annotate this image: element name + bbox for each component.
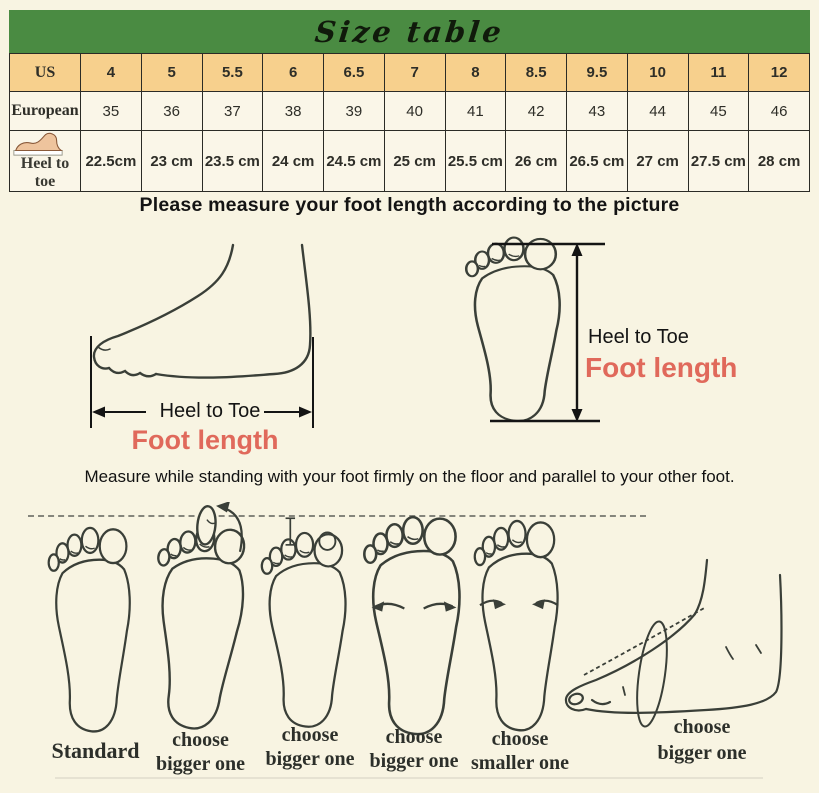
page-title: Size table (313, 14, 506, 49)
european-size-cell: 36 (141, 92, 202, 131)
european-size-cell: 37 (202, 92, 263, 131)
table-row-us (10, 54, 810, 92)
us-size-cell: 10 (627, 54, 688, 92)
european-size-cell: 40 (384, 92, 445, 131)
european-size-cell: 38 (263, 92, 324, 131)
fit-label-bigger-4: choose bigger one (657, 716, 747, 764)
us-size-cell: 9.5 (567, 54, 628, 92)
heel-to-toe-cell: 27.5 cm (688, 131, 749, 192)
fit-label-bigger-1: choose bigger one (155, 729, 246, 775)
heel-to-toe-cell: 25 cm (384, 131, 445, 192)
foot-high-instep-icon (556, 552, 792, 732)
footprint-standard-icon (45, 525, 137, 737)
european-size-cell: 41 (445, 92, 506, 131)
us-size-cell: 12 (749, 54, 810, 92)
table-row-european (10, 92, 810, 131)
foot-icon-caption: Heel to toe (20, 155, 70, 190)
foot-length-label-side: Foot length (131, 425, 279, 455)
heel-to-toe-cell: 28 cm (749, 131, 810, 192)
row-header-us: US (10, 54, 81, 92)
footprint-long-second-toe-icon (148, 502, 248, 734)
european-size-cell: 42 (506, 92, 567, 131)
us-size-cell: 11 (688, 54, 749, 92)
european-size-cell: 45 (688, 92, 749, 131)
heel-to-toe-cell: 26 cm (506, 131, 567, 192)
size-table (9, 53, 810, 192)
footprint-toe-gap-icon (258, 510, 353, 732)
european-size-cell: 46 (749, 92, 810, 131)
row-header-european: European (10, 92, 81, 131)
fit-label-smaller: choose smaller one (471, 728, 569, 774)
table-row-heel-to-toe (10, 131, 810, 192)
european-size-cell: 35 (81, 92, 142, 131)
us-size-cell: 8.5 (506, 54, 567, 92)
heel-to-toe-label-top: Heel to Toe (588, 326, 689, 348)
us-size-cell: 5.5 (202, 54, 263, 92)
heel-to-toe-cell: 27 cm (627, 131, 688, 192)
us-size-cell: 6.5 (324, 54, 385, 92)
european-size-cell: 43 (567, 92, 628, 131)
european-size-cell: 44 (627, 92, 688, 131)
european-size-cell: 39 (324, 92, 385, 131)
us-size-cell: 5 (141, 54, 202, 92)
foot-side-view-icon (10, 131, 66, 157)
us-size-cell: 8 (445, 54, 506, 92)
heel-to-toe-cell: 23.5 cm (202, 131, 263, 192)
heel-to-toe-cell: 24.5 cm (324, 131, 385, 192)
us-size-cell: 6 (263, 54, 324, 92)
foot-length-label-top: Foot length (585, 352, 738, 383)
heel-to-toe-label-side: Heel to Toe (159, 400, 261, 422)
heel-to-toe-cell: 25.5 cm (445, 131, 506, 192)
measure-title: Please measure your foot length according to the picture (139, 194, 680, 216)
footprint-wide-icon (360, 514, 468, 740)
standing-note: Measure while standing with your foot firmly on the floor and parallel to your other foot. (84, 467, 735, 486)
fit-label-standard: Standard (51, 738, 140, 763)
footprint-narrow-icon (468, 518, 568, 736)
fit-label-bigger-3: choose bigger one (369, 726, 459, 772)
heel-to-toe-cell: 23 cm (141, 131, 202, 192)
bottom-divider (55, 777, 763, 779)
us-size-cell: 7 (384, 54, 445, 92)
us-size-cell: 4 (81, 54, 142, 92)
heel-to-toe-cell: 26.5 cm (567, 131, 628, 192)
title-bar (9, 10, 810, 53)
row-header-heel-to-toe (10, 131, 81, 192)
heel-to-toe-cell: 22.5cm (81, 131, 142, 192)
heel-to-toe-cell: 24 cm (263, 131, 324, 192)
fit-label-bigger-2: choose bigger one (265, 724, 355, 770)
